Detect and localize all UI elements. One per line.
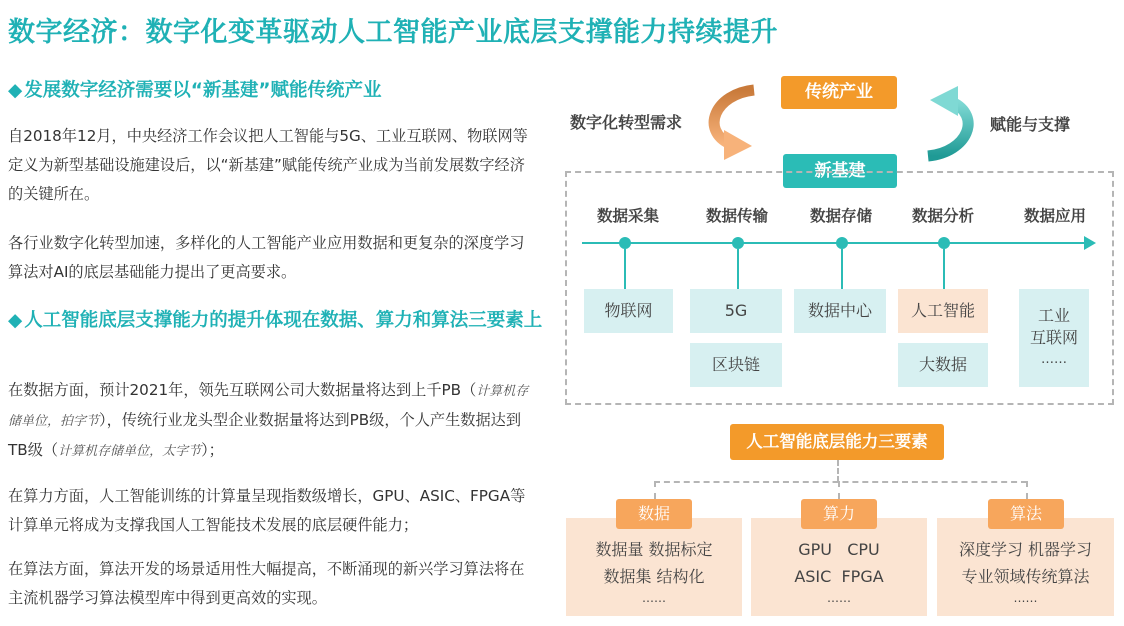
element-data-box xyxy=(566,518,742,616)
element-algorithm-box xyxy=(937,518,1114,616)
section2-heading-text: 人工智能底层支撑能力的提升体现在数据、算力和算法三要素上 xyxy=(24,310,543,331)
digital-transformation-label: 数字化转型需求 xyxy=(570,113,683,132)
element-compute-tag: 算力 xyxy=(801,499,877,529)
tb-note: 计算机存储单位，太字节 xyxy=(58,444,202,459)
connector-line xyxy=(943,249,945,289)
elements-connector xyxy=(1026,481,1028,499)
box-datacenter: 数据中心 xyxy=(794,289,886,333)
data-text-c: ）； xyxy=(201,441,224,459)
stage-data-storage: 数据存储 xyxy=(809,207,872,225)
diamond-bullet-icon: ◆ xyxy=(8,310,23,331)
left-curved-arrow-icon xyxy=(700,80,760,165)
box-5g: 5G xyxy=(690,289,782,333)
three-elements-title: 人工智能底层能力三要素 xyxy=(730,424,944,460)
elements-connector xyxy=(838,481,840,499)
axis-arrow-icon xyxy=(1084,236,1096,250)
section1-paragraph-2: 各行业数字化转型加速，多样化的人工智能产业应用数据和更复杂的深度学习算法对AI的底层基础能力提出了更高要求。 xyxy=(8,234,525,281)
industrial-line-1: 工业 xyxy=(1037,306,1070,325)
section1-heading-text: 发展数字经济需要以“新基建”赋能传统产业 xyxy=(24,80,382,101)
pb-note: 计算机存储单位，拍字节 xyxy=(8,384,529,429)
page-title: 数字经济：数字化变革驱动人工智能产业底层支撑能力持续提升 xyxy=(8,17,778,48)
diamond-bullet-icon: ◆ xyxy=(8,80,23,101)
section1-paragraph-1: 自2018年12月，中央经济工作会议把人工智能与5G、工业互联网、物联网等定义为新型基础设施建设后，以“新基建”赋能传统产业成为当前发展数字经济的关键所在。 xyxy=(8,127,528,203)
industrial-line-3: …… xyxy=(1041,352,1067,367)
right-curved-arrow-icon xyxy=(922,80,982,165)
element-data-line-2: 数据集 结构化 xyxy=(603,567,705,586)
element-compute-box xyxy=(751,518,927,616)
section2-heading xyxy=(8,306,548,336)
element-algorithm-line-1: 深度学习 机器学习 xyxy=(958,540,1093,559)
elements-connector xyxy=(654,481,1027,483)
empower-support-label: 赋能与支撑 xyxy=(990,115,1071,134)
stage-data-application: 数据应用 xyxy=(1023,207,1086,225)
elements-connector xyxy=(837,460,839,482)
stage-data-transmission: 数据传输 xyxy=(705,207,768,225)
industrial-line-2: 互联网 xyxy=(1029,328,1078,347)
element-algorithm-line-3: …… xyxy=(1013,591,1038,605)
stage-data-collection: 数据采集 xyxy=(596,207,659,225)
section2-paragraph-compute: 在算力方面，人工智能训练的计算量呈现指数级增长，GPU、ASIC、FPGA等计算单元将成为支撑我国人工智能技术发展的底层硬件能力； xyxy=(8,487,526,534)
element-algorithm-line-2: 专业领域传统算法 xyxy=(961,567,1090,586)
element-data-tag: 数据 xyxy=(616,499,692,529)
axis-dot xyxy=(732,237,744,249)
section1-heading xyxy=(8,76,382,106)
connector-line xyxy=(737,249,739,289)
element-data-line-1: 数据量 数据标定 xyxy=(595,540,713,559)
box-industrial-internet xyxy=(1019,289,1089,387)
axis-dot xyxy=(619,237,631,249)
box-blockchain: 区块链 xyxy=(690,343,782,387)
box-bigdata: 大数据 xyxy=(898,343,988,387)
data-text-a: 在数据方面，预计2021年，领先互联网公司大数据量将达到上千PB（ xyxy=(8,381,477,399)
axis-dot xyxy=(938,237,950,249)
section2-paragraph-algorithm: 在算法方面，算法开发的场景适用性大幅提高，不断涌现的新兴学习算法将在主流机器学习算法模型库中得到更高效的实现。 xyxy=(8,560,525,607)
elements-connector xyxy=(654,481,656,499)
data-text-b: ），传统行业龙头型企业数据量将达到PB级，个人产生数据达到TB级（ xyxy=(8,411,522,459)
section2-paragraph-data xyxy=(8,376,536,466)
new-infrastructure-pill: 新基建 xyxy=(783,154,897,188)
element-compute-line-1: GPU CPU xyxy=(798,540,880,559)
stage-data-analysis: 数据分析 xyxy=(911,207,974,225)
box-ai: 人工智能 xyxy=(898,289,988,333)
connector-line xyxy=(624,249,626,289)
box-iot: 物联网 xyxy=(584,289,673,333)
connector-line xyxy=(841,249,843,289)
element-compute-line-2: ASIC FPGA xyxy=(794,567,884,586)
element-compute-line-3: …… xyxy=(827,591,851,605)
element-data-line-3: …… xyxy=(642,591,666,605)
axis-dot xyxy=(836,237,848,249)
element-algorithm-tag: 算法 xyxy=(988,499,1064,529)
traditional-industry-pill: 传统产业 xyxy=(781,76,897,109)
